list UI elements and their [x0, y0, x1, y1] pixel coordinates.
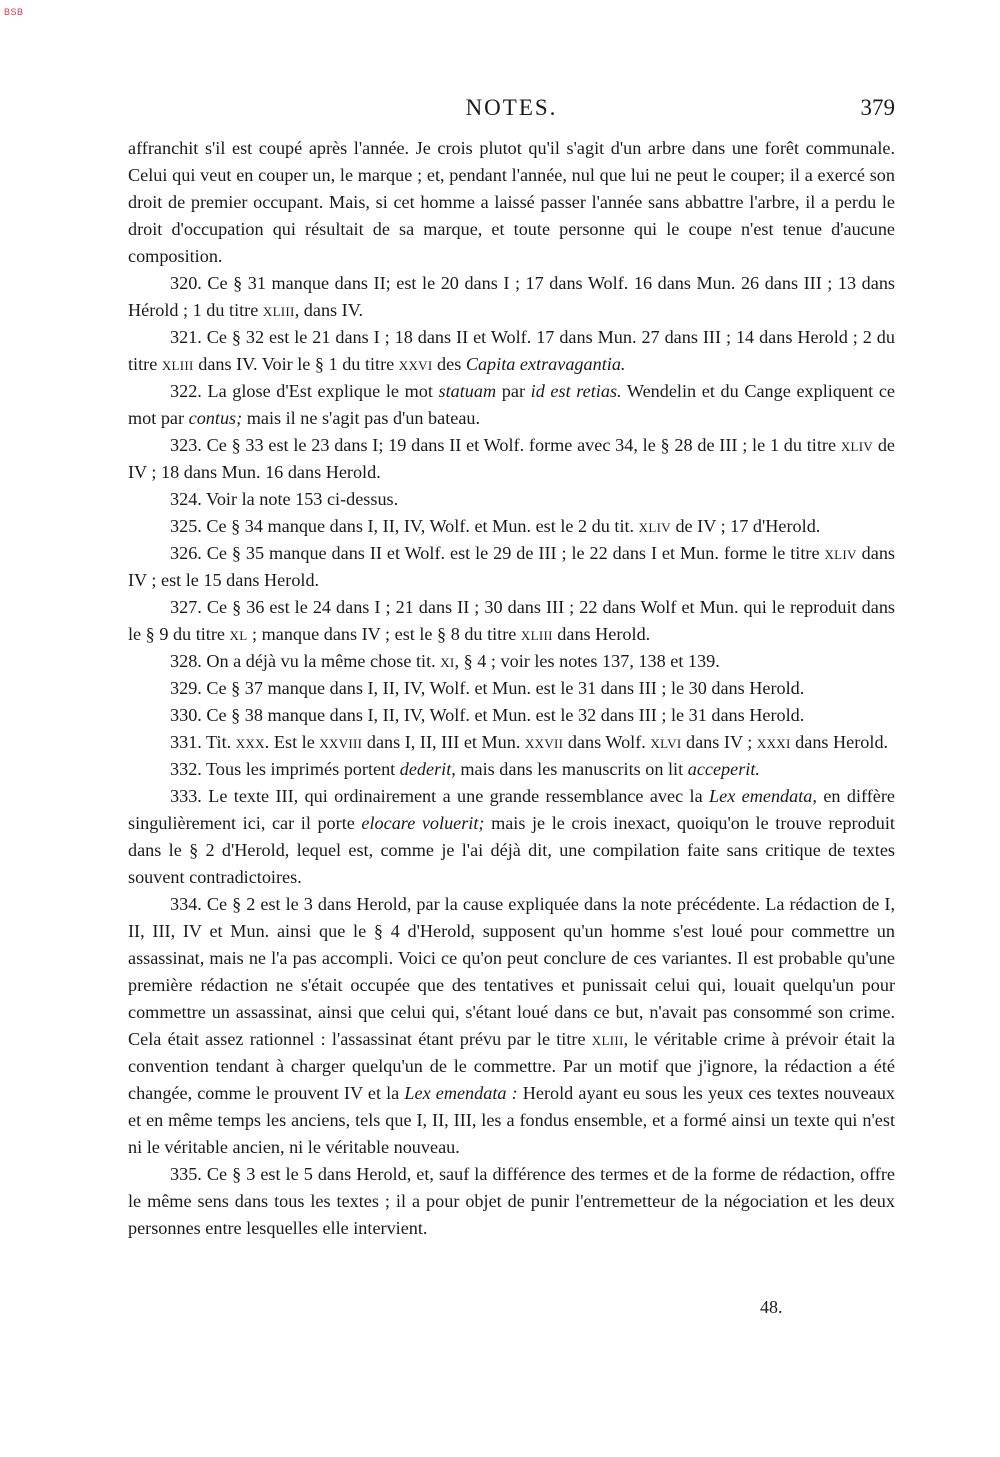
- roman-numeral: xi: [440, 651, 455, 671]
- text-run: 330. Ce § 38 manque dans I, II, IV, Wolf. et Mun. est le 32 dans III ; le 31 dans Herold.: [170, 705, 805, 725]
- text-run: , dans IV.: [294, 300, 364, 320]
- text-run: 326. Ce § 35 manque dans II et Wolf. est le 29 de III ; le 22 dans I et Mun. forme le titre: [170, 543, 825, 563]
- text-run: 332. Tous les imprimés portent: [170, 759, 400, 779]
- italic-text: elocare voluerit;: [361, 813, 485, 833]
- roman-numeral: xl: [229, 624, 248, 644]
- roman-numeral: xliii: [520, 624, 553, 644]
- text-run: 325. Ce § 34 manque dans I, II, IV, Wolf. et Mun. est le 2 du tit.: [170, 516, 639, 536]
- roman-numeral: xxvii: [524, 732, 564, 752]
- italic-text: statuam: [438, 381, 497, 401]
- italic-text: Lex emendata :: [404, 1083, 518, 1103]
- note-paragraph: [128, 729, 895, 756]
- text-run: 334. Ce § 2 est le 3 dans Herold, par la cause expliquée dans la note précédente. La rédaction de I, II, III, IV et Mun. ainsi que le § 4 d'Herold, supposent qu'un homme s'est loué pour commettre un assassinat, mais ne l'a pas accompli. Voici ce qu'on peut conclure de ces variantes. Il est probable qu'une première rédaction ne s'était occupée que des tentatives et punissait celui qui, louait quelqu'un pour commettre un assassinat, ainsi que celui qui, s'étant loué dans ce but, n'avait pas consommé son crime. Cela était assez rationnel : l'assassinat étant prévu par le titre: [128, 894, 895, 1049]
- text-run: dans IV ;: [681, 732, 757, 752]
- text-run: Herold ayant eu sous les yeux ces textes nouveaux et en même temps les anciens, tels que I, II, III, les a fondus ensemble, et a formé ainsi un texte qui n'est ni le véritable ancien, ni le véritable nouveau.: [128, 1083, 896, 1157]
- roman-numeral: xliii: [591, 1029, 624, 1049]
- note-paragraph: [128, 756, 895, 783]
- italic-text: contus;: [188, 408, 243, 428]
- text-run: 335. Ce § 3 est le 5 dans Herold, et, sauf la différence des termes et de la forme de rédaction, offre le même sens dans tous les textes ; il a pour objet de punir l'entremetteur de la négociation et les deux personnes entre lesquelles elle intervient.: [128, 1164, 895, 1238]
- text-run: de IV ; 17 d'Herold.: [670, 516, 821, 536]
- text-run: dans I, II, III et Mun.: [362, 732, 525, 752]
- roman-numeral: xliii: [262, 300, 295, 320]
- text-run: 323. Ce § 33 est le 23 dans I; 19 dans II et Wolf. forme avec 34, le § 28 de III ; le 1 du titre: [170, 435, 841, 455]
- text-run: ; manque dans IV ; est le § 8 du titre: [247, 624, 521, 644]
- note-paragraph: [128, 270, 895, 324]
- page-number: 379: [860, 95, 895, 120]
- italic-text: dederit,: [399, 759, 456, 779]
- text-run: mais il ne s'agit pas d'un bateau.: [242, 408, 481, 428]
- note-paragraph: [128, 540, 895, 594]
- note-paragraph: [128, 378, 895, 432]
- text-run: , § 4 ; voir les notes 137, 138 et 139.: [454, 651, 720, 671]
- text-run: mais je le crois inexact, quoiqu'on le trouve reproduit dans le § 2 d'Herold, lequel est, comme je l'ai déjà dit, une compilation faite sans critique de textes souvent contradictoires.: [128, 813, 895, 887]
- note-paragraph: [128, 675, 895, 702]
- page-header: [128, 95, 895, 125]
- text-run: par: [496, 381, 531, 401]
- text-run: 320. Ce § 31 manque dans II; est le 20 dans I ; 17 dans Wolf. 16 dans Mun. 26 dans III ; 13 dans Hérold ; 1 du titre: [128, 273, 895, 320]
- note-paragraph: [128, 432, 895, 486]
- text-run: . Est le: [264, 732, 320, 752]
- text-run: 329. Ce § 37 manque dans I, II, IV, Wolf. et Mun. est le 31 dans III ; le 30 dans Herold.: [170, 678, 805, 698]
- text-run: dans Herold.: [790, 732, 889, 752]
- text-run: mais dans les manuscrits on lit: [455, 759, 688, 779]
- roman-numeral: xxvi: [398, 354, 433, 374]
- continued-paragraph: [128, 135, 895, 270]
- text-run: dans Herold.: [552, 624, 651, 644]
- italic-text: Lex emendata,: [709, 786, 817, 806]
- text-run: de IV ; 18 dans Mun. 16 dans Herold.: [128, 435, 895, 482]
- text-run: en diffère singulièrement ici, car il porte: [128, 786, 895, 833]
- text-run: 322. La glose d'Est explique le mot: [170, 381, 439, 401]
- text-run: dans Wolf.: [563, 732, 651, 752]
- note-paragraph: [128, 486, 895, 513]
- text-run: 321. Ce § 32 est le 21 dans I ; 18 dans II et Wolf. 17 dans Mun. 27 dans III ; 14 dans Herold ; 2 du titre: [128, 327, 895, 374]
- roman-numeral: xliv: [840, 435, 874, 455]
- note-paragraph: [128, 594, 895, 648]
- text-run: , le véritable crime à prévoir était la convention tendant à charger quelqu'un de le commettre. Par un motif que j'ignore, la rédaction a été changée, comme le prouvent IV et la: [128, 1029, 895, 1103]
- text-run: 327. Ce § 36 est le 24 dans I ; 21 dans II ; 30 dans III ; 22 dans Wolf et Mun. qui le reproduit dans le § 9 du titre: [128, 597, 895, 644]
- text-run: 324. Voir la note 153 ci-dessus.: [170, 489, 399, 509]
- signature-mark: 48.: [760, 1297, 783, 1317]
- text-run: 333. Le texte III, qui ordinairement a une grande ressemblance avec la: [170, 786, 710, 806]
- note-paragraph: [128, 1161, 895, 1242]
- text-run: 328. On a déjà vu la même chose tit.: [170, 651, 441, 671]
- roman-numeral: xxviii: [319, 732, 363, 752]
- italic-text: acceperit.: [687, 759, 760, 779]
- text-run: dans IV. Voir le § 1 du titre: [193, 354, 399, 374]
- note-paragraph: [128, 702, 895, 729]
- running-title: NOTES.: [465, 95, 558, 120]
- text-run: des: [432, 354, 466, 374]
- roman-numeral: xxxi: [756, 732, 791, 752]
- note-paragraph: [128, 783, 895, 891]
- library-stamp: BSB: [4, 7, 24, 17]
- roman-numeral: xlvi: [650, 732, 682, 752]
- roman-numeral: xliv: [638, 516, 671, 536]
- note-paragraph: [128, 513, 895, 540]
- roman-numeral: xliv: [824, 543, 857, 563]
- note-paragraph: [128, 891, 895, 1161]
- notes-body: [128, 135, 895, 1242]
- text-run: dans IV ; est le 15 dans Herold.: [128, 543, 896, 590]
- roman-numeral: xliii: [161, 354, 194, 374]
- text-run: 331. Tit.: [170, 732, 236, 752]
- roman-numeral: xxx: [235, 732, 265, 752]
- text-run: affranchit s'il est coupé après l'année. Je crois plutot qu'il s'agit d'un arbre dans une forêt communale. Celui qui veut en couper un, le marque ; et, pendant l'année, nul que lui ne peut le couper; il a exercé son droit de premier occupant. Mais, si cet homme a laissé passer l'année sans abbattre l'arbre, il a perdu le droit d'occupation qui résultait de sa marque, et toute personne qui le coupe n'est tenue d'aucune composition.: [128, 138, 895, 266]
- italic-text: id est retias.: [530, 381, 622, 401]
- note-paragraph: [128, 324, 895, 378]
- text-run: Wendelin et du Cange expliquent ce mot par: [128, 381, 896, 428]
- italic-text: Capita extravagantia.: [465, 354, 626, 374]
- note-paragraph: [128, 648, 895, 675]
